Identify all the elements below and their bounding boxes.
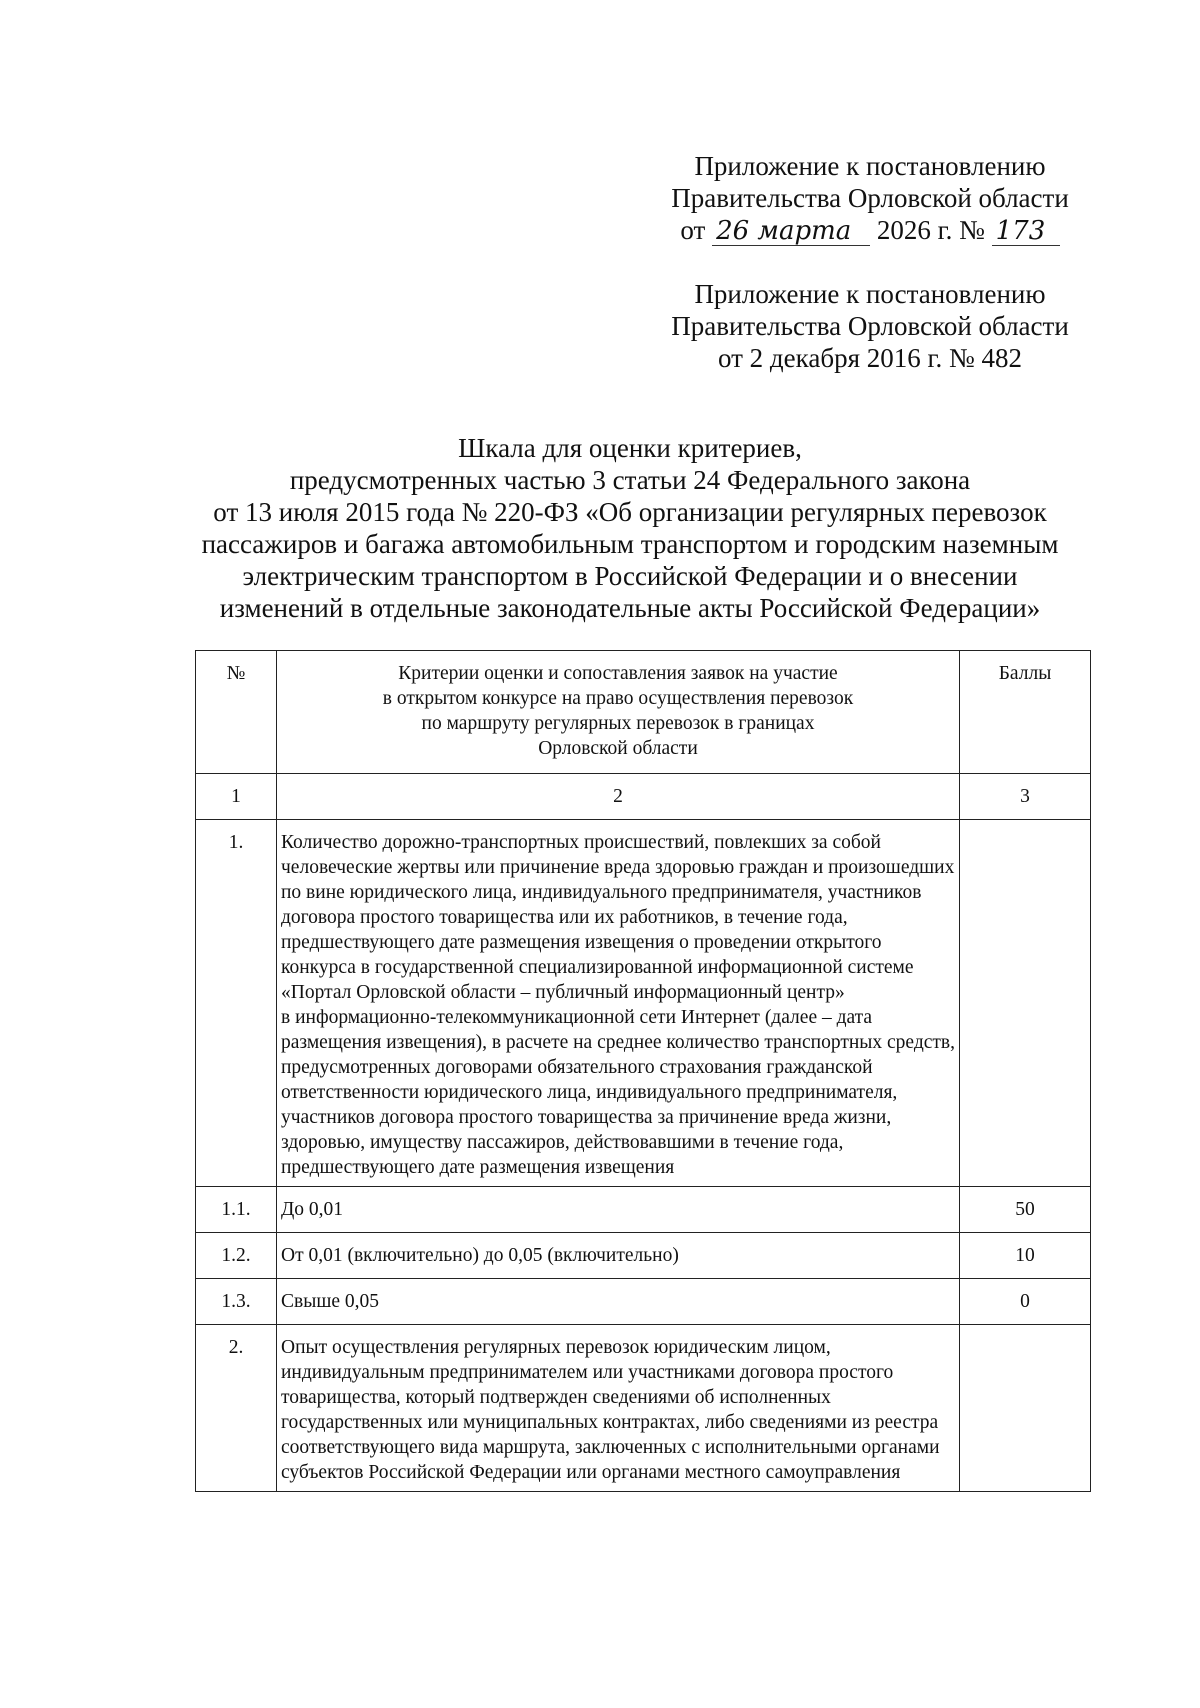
title-line: электрическим транспортом в Российской Федерации и о внесении xyxy=(242,561,1018,591)
criterion-line: человеческие жертвы или причинение вреда здоровью граждан и произошедших xyxy=(281,857,955,878)
criterion-line: предшествующего дате размещения извещения xyxy=(281,1157,675,1178)
header-criteria-line: по маршруту регулярных перевозок в границах xyxy=(421,713,815,734)
document-title xyxy=(150,432,1110,624)
year-and-number-label: 2026 г. № xyxy=(876,215,985,245)
appendix-current-date-line xyxy=(660,214,1080,246)
row-points: 50 xyxy=(960,1187,1091,1233)
table-row xyxy=(196,1187,1091,1233)
table-row xyxy=(196,1325,1091,1492)
criteria-table xyxy=(195,650,1091,1492)
header-criteria-line: в открытом конкурсе на право осуществления перевозок xyxy=(382,688,854,709)
date-prefix: от xyxy=(680,215,706,245)
row-num: 1.2. xyxy=(196,1233,277,1279)
criterion-line: по вине юридического лица, индивидуального предпринимателя, участников xyxy=(281,882,922,903)
criterion-line: предшествующего дате размещения извещения о проведении открытого xyxy=(281,932,882,953)
criterion-line: ответственности юридического лица, индивидуального предпринимателя, xyxy=(281,1082,898,1103)
header-num: № xyxy=(196,651,277,774)
title-line: пассажиров и багажа автомобильным транспортом и городским наземным xyxy=(201,529,1059,559)
criterion-line: субъектов Российской Федерации или органами местного самоуправления xyxy=(281,1462,901,1483)
appendix-current xyxy=(660,150,1080,246)
appendix-original-line3: от 2 декабря 2016 г. № 482 xyxy=(717,343,1023,373)
row-points: 0 xyxy=(960,1279,1091,1325)
row-num: 2. xyxy=(196,1325,277,1492)
criterion-line: участников договора простого товарищества за причинение вреда жизни, xyxy=(281,1107,892,1128)
criterion-line: договора простого товарищества или их работников, в течение года, xyxy=(281,907,848,928)
header-criteria-line: Орловской области xyxy=(538,738,698,759)
table-row xyxy=(196,1233,1091,1279)
row-num: 1.1. xyxy=(196,1187,277,1233)
header-points: Баллы xyxy=(960,651,1091,774)
row-points: 10 xyxy=(960,1233,1091,1279)
title-line: предусмотренных частью 3 статьи 24 Федерального закона xyxy=(289,465,971,495)
row-num: 1. xyxy=(196,820,277,1187)
table-row xyxy=(196,820,1091,1187)
criterion-text xyxy=(277,820,960,1187)
appendix-current-line1: Приложение к постановлению xyxy=(694,151,1046,181)
criterion-line: конкурса в государственной специализированной информационной системе xyxy=(281,957,914,978)
criterion-line: государственных или муниципальных контрактах, либо сведениями из реестра xyxy=(281,1412,939,1433)
column-index: 3 xyxy=(960,774,1091,820)
header-criteria xyxy=(277,651,960,774)
criterion-line: соответствующего вида маршрута, заключенных с исполнительными органами xyxy=(281,1437,940,1458)
criterion-text: До 0,01 xyxy=(277,1187,960,1233)
criterion-line: предусмотренных договорами обязательного страхования гражданской xyxy=(281,1057,873,1078)
title-line: Шкала для оценки критериев, xyxy=(458,433,802,463)
title-line: от 13 июля 2015 года № 220-ФЗ «Об организации регулярных перевозок xyxy=(213,497,1047,527)
appendix-original xyxy=(660,278,1080,374)
appendix-original-line1: Приложение к постановлению xyxy=(694,279,1046,309)
criterion-line: здоровью, имуществу пассажиров, действовавшими в течение года, xyxy=(281,1132,844,1153)
criterion-line: в информационно-телекоммуникационной сети Интернет (далее – дата xyxy=(281,1007,873,1028)
handwritten-number: 173 xyxy=(992,217,1060,246)
criterion-line: «Портал Орловской области – публичный информационный центр» xyxy=(281,982,845,1003)
criterion-line: Количество дорожно-транспортных происшествий, повлекших за собой xyxy=(281,832,881,853)
appendix-current-line2: Правительства Орловской области xyxy=(671,183,1069,213)
table-header-row xyxy=(196,651,1091,774)
criterion-line: размещения извещения), в расчете на среднее количество транспортных средств, xyxy=(281,1032,955,1053)
appendix-original-line2: Правительства Орловской области xyxy=(671,311,1069,341)
criterion-line: товарищества, который подтвержден сведениями об исполненных xyxy=(281,1387,831,1408)
row-num: 1.3. xyxy=(196,1279,277,1325)
criterion-text: Свыше 0,05 xyxy=(277,1279,960,1325)
handwritten-date: 26 марта xyxy=(712,217,870,246)
header-criteria-line: Критерии оценки и сопоставления заявок на участие xyxy=(398,663,838,684)
row-points xyxy=(960,820,1091,1187)
criterion-line: индивидуальным предпринимателем или участниками договора простого xyxy=(281,1362,894,1383)
column-index-row xyxy=(196,774,1091,820)
table-row xyxy=(196,1279,1091,1325)
row-points xyxy=(960,1325,1091,1492)
criterion-text: От 0,01 (включительно) до 0,05 (включительно) xyxy=(277,1233,960,1279)
title-line: изменений в отдельные законодательные акты Российской Федерации» xyxy=(219,593,1041,623)
criterion-text xyxy=(277,1325,960,1492)
criterion-line: Опыт осуществления регулярных перевозок юридическим лицом, xyxy=(281,1337,831,1358)
column-index: 1 xyxy=(196,774,277,820)
column-index: 2 xyxy=(277,774,960,820)
